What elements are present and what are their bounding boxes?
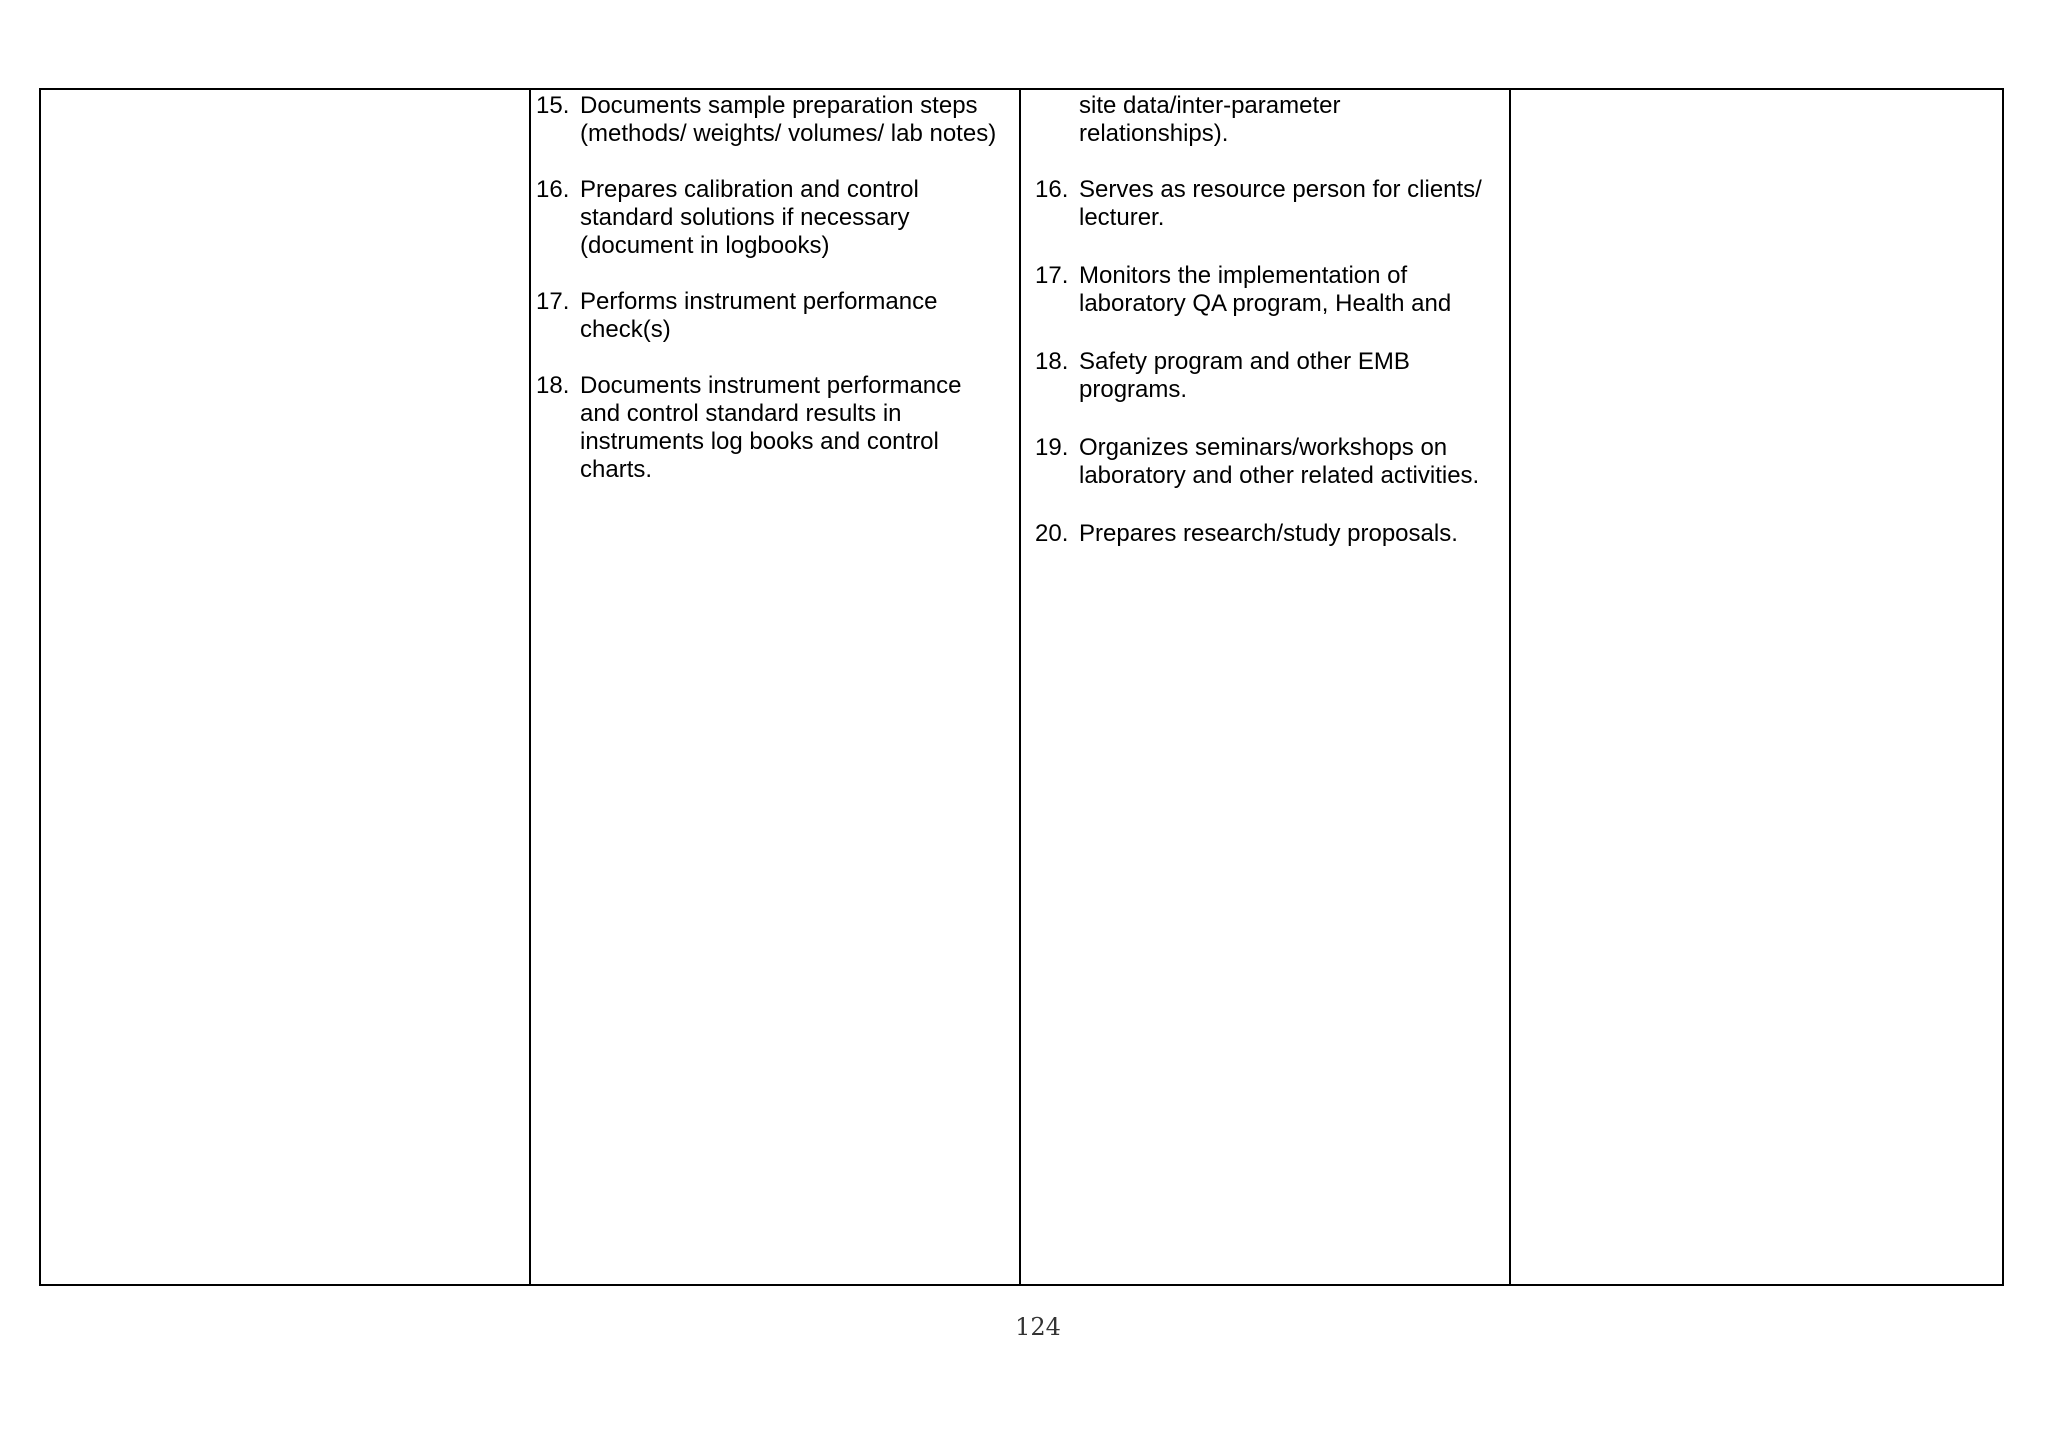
item-text: Prepares research/study proposals. — [1079, 520, 1458, 547]
item-number: 19. — [1035, 434, 1069, 461]
item-number: 15. — [536, 92, 570, 119]
item-text: Safety program and other EMB programs. — [1079, 348, 1410, 403]
item-number: 18. — [536, 372, 570, 399]
list-item — [1035, 262, 1509, 318]
item-text: Documents sample preparation steps (methods/ weights/ volumes/ lab notes) — [580, 92, 997, 147]
list-item — [536, 372, 1019, 484]
list-item — [536, 176, 1019, 260]
item-number: 20. — [1035, 520, 1069, 547]
page-number: 124 — [1015, 1313, 1061, 1341]
item-text: Performs instrument performance check(s) — [580, 288, 938, 343]
table-column-3 — [1021, 90, 1511, 1284]
responsibilities-list — [1021, 176, 1509, 548]
item-text: Monitors the implementation of laboratory QA program, Health and — [1079, 262, 1452, 317]
continued-text: site data/inter-parameter relationships). — [1079, 92, 1341, 147]
table-column-1 — [41, 90, 531, 1284]
list-item — [536, 288, 1019, 344]
table-column-2 — [531, 90, 1021, 1284]
list-item — [1035, 434, 1509, 490]
item-text: Documents instrument performance and control standard results in instruments log books and control charts. — [580, 372, 962, 483]
list-item — [536, 92, 1019, 148]
item-text: Organizes seminars/workshops on laboratory and other related activities. — [1079, 434, 1480, 489]
item-number: 17. — [1035, 262, 1069, 289]
table-column-4 — [1511, 90, 2002, 1284]
list-item — [1035, 520, 1509, 548]
list-item — [1035, 176, 1509, 232]
item-number: 16. — [536, 176, 570, 203]
item-text: Prepares calibration and control standard solutions if necessary (document in logbooks) — [580, 176, 919, 259]
item-text: Serves as resource person for clients/ lecturer. — [1079, 176, 1482, 231]
duties-list — [531, 90, 1019, 484]
document-table — [39, 88, 2004, 1286]
item-number: 16. — [1035, 176, 1069, 203]
item-number: 17. — [536, 288, 570, 315]
list-item — [1035, 348, 1509, 404]
item-number: 18. — [1035, 348, 1069, 375]
